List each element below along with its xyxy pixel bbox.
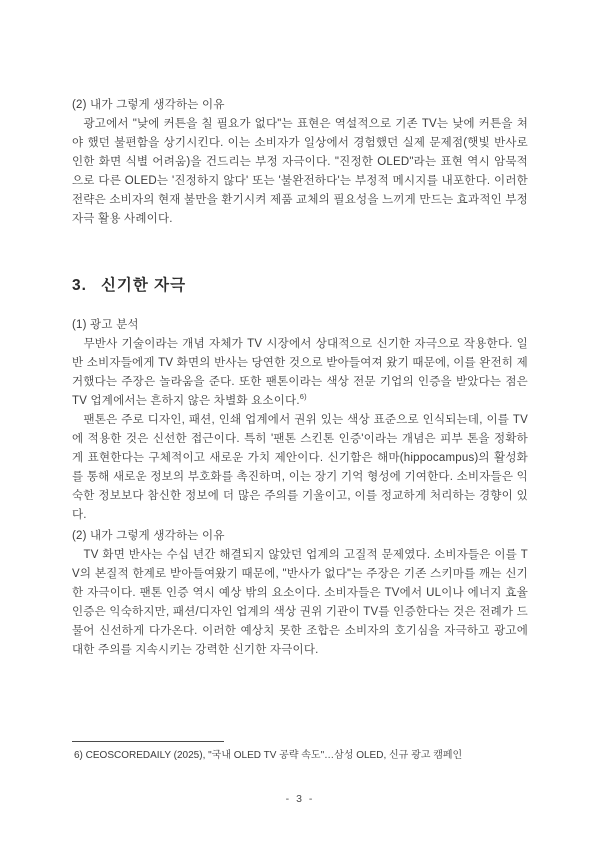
section-heading — [72, 273, 186, 295]
section-heading-number: 3. — [72, 277, 87, 294]
subsection-label: (2) 내가 그렇게 생각하는 이유 — [72, 99, 225, 111]
subsection-2 — [72, 527, 528, 660]
footnote-separator — [72, 741, 224, 742]
paragraph-text: 무반사 기술이라는 개념 자체가 TV 시장에서 상대적으로 신기한 자극으로 작용한다. 일반 소비자들에게 TV 화면의 반사는 당연한 것으로 받아들여져 왔기 때문에, 이를 완전히 제거했다는 주장은 놀라움을 준다. 또한 팬톤이라는 색상 전문 기업의 인증을 받았다는 점은 TV 업계에서는 흔하지 않은 차별화 요소이다. — [72, 338, 528, 407]
subsection-label: (2) 내가 그렇게 생각하는 이유 — [72, 530, 225, 542]
carryover-section — [72, 96, 528, 229]
section-heading-title: 신기한 자극 — [100, 277, 187, 294]
footnote: 6) CEOSCOREDAILY (2025), "국내 OLED TV 공략 속도"…삼성 OLED, 신규 광고 캠페인 — [74, 750, 463, 761]
subsection-label: (1) 광고 분석 — [72, 319, 139, 331]
footnote-reference: 6) — [299, 392, 307, 402]
paragraph: 팬톤은 주로 디자인, 패션, 인쇄 업계에서 권위 있는 색상 표준으로 인식되는데, 이를 TV에 적용한 것은 신선한 접근이다. 특히 '팬톤 스킨톤 인증'이라는 개념은 피부 톤을 정확하게 표현한다는 구체적이고 새로운 가치 제안이다. 신기함은 해마(hippocampus)의 활성화를 통해 새로운 정보의 부호화를 촉진하며, 이는 장기 기억 형성에 기여한다. 소비자들은 익숙한 정보보다 참신한 정보에 더 많은 주의를 기울이고, 이를 정교하게 처리하는 경향이 있다. — [72, 414, 528, 521]
page-number: - 3 - — [285, 793, 315, 805]
paragraph — [72, 335, 528, 411]
paragraph: 광고에서 "낮에 커튼을 칠 필요가 없다"는 표현은 역설적으로 기존 TV는 낮에 커튼을 쳐야 했던 불편함을 상기시킨다. 이는 소비자가 일상에서 경험했던 실제 문제점(햇빛 반사로 인한 화면 식별 어려움)을 건드리는 부정 자극이다. "진정한 OLED"라는 표현 역시 암묵적으로 다른 OLED는 '진정하지 않다' 또는 '불완전하다'는 부정적 메시지를 내포한다. 이러한 전략은 소비자의 현재 불만을 환기시켜 제품 교체의 필요성을 느끼게 만드는 효과적인 부정 자극 활용 사례이다. — [72, 118, 528, 225]
subsection-1 — [72, 316, 528, 525]
paragraph: TV 화면 반사는 수십 년간 해결되지 않았던 업계의 고질적 문제였다. 소비자들은 이를 TV의 본질적 한계로 받아들여왔기 때문에, "반사가 없다"는 주장은 기존 스키마를 깨는 신기한 자극이다. 팬톤 인증 역시 예상 밖의 요소이다. 소비자들은 TV에서 UL이나 에너지 효율 인증은 익숙하지만, 패션/디자인 업계의 색상 권위 기관이 TV를 인증한다는 것은 전례가 드물어 신선하게 다가온다. 이러한 예상치 못한 조합은 소비자의 호기심을 자극하고 광고에 대한 주의를 지속시키는 강력한 신기한 자극이다. — [72, 549, 528, 656]
